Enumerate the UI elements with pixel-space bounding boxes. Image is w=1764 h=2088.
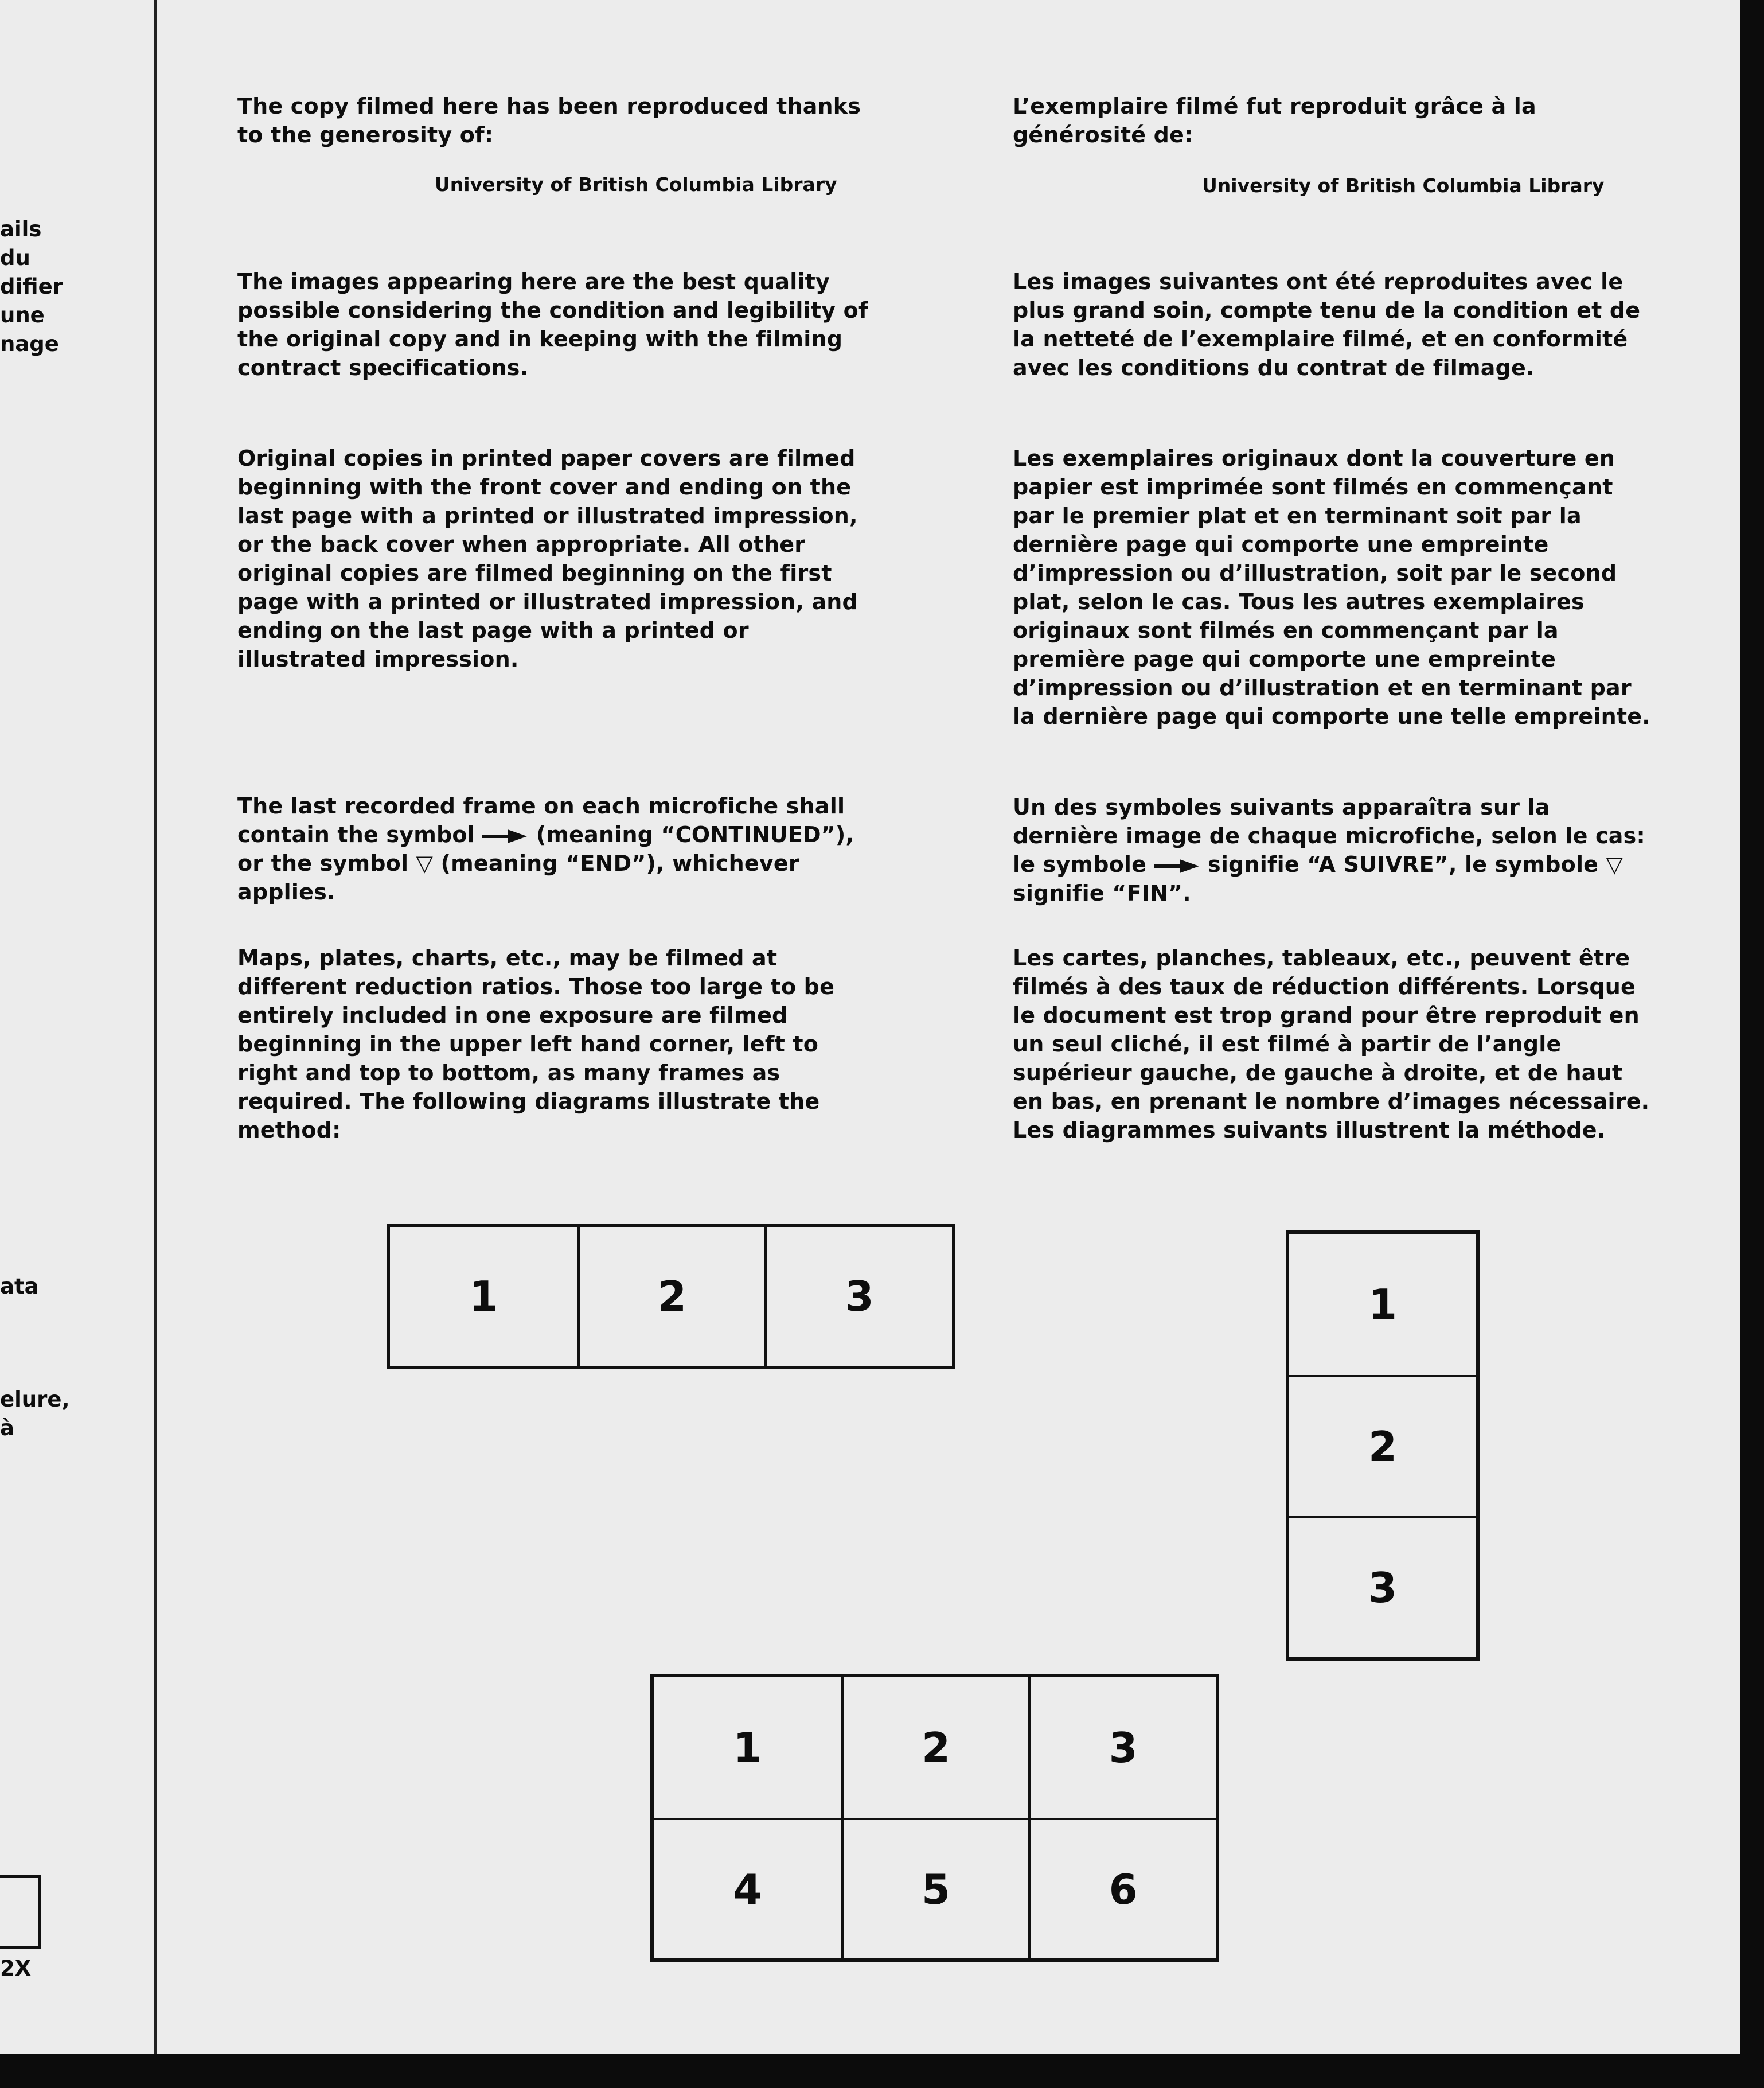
french-institution: University of British Columbia Library	[1202, 174, 1605, 197]
english-quality-paragraph: The images appearing here are the best quality possible considering the condition and legibility of the original copy and in keeping with the filming contract specifications.	[237, 269, 868, 380]
diagram-grid-frame: 5	[841, 1818, 1029, 1958]
french-acknowledgement: L’exemplaire filmé fut reproduit grâce à la générosité de:	[1013, 94, 1536, 147]
english-institution: University of British Columbia Library	[435, 173, 837, 196]
page-fold-line	[154, 0, 157, 2054]
strip-fragment-low: elure, à	[0, 1387, 70, 1440]
diagram-horizontal	[387, 1224, 955, 1369]
diagram-vertical-frame: 2	[1289, 1375, 1476, 1516]
strip-scale-box	[0, 1875, 41, 1949]
diagram-grid-frame: 1	[733, 1723, 762, 1772]
strip-fragment-top: ails du difier une nage	[0, 217, 63, 356]
strip-fragment-mid: ata	[0, 1274, 39, 1299]
diagram-vertical-frame: 1	[1368, 1280, 1398, 1329]
strip-scale-label: 2X	[0, 1956, 32, 1981]
diagram-grid	[650, 1674, 1219, 1962]
french-covers-paragraph: Les exemplaires originaux dont la couverture en papier est imprimée sont filmés en commençant par le premier plat et en terminant soit par la dernière page qui comporte une empreinte d’impression ou d’illustration, soit par le second plat, selon le cas. Tous les autres exemplaires originaux sont filmés en commençant par la première page qui comporte une empreinte d’impression ou d’illustration et en terminant par la dernière page qui comporte une telle empreinte.	[1013, 446, 1650, 729]
french-symbols-paragraph: Un des symboles suivants apparaîtra sur la dernière image de chaque microfiche, selon le cas: le symbole signifie “A SUIVRE”, le symbole ▽ signifie “FIN”.	[1013, 794, 1645, 906]
diagram-vertical	[1286, 1230, 1480, 1661]
english-symbols-paragraph: The last recorded frame on each microfiche shall contain the symbol (meaning “CONTINUED”), or the symbol ▽ (meaning “END”), whichever applies.	[237, 793, 854, 905]
french-quality-paragraph: Les images suivantes ont été reproduites avec le plus grand soin, compte tenu de la condition et de la netteté de l’exemplaire filmé, et en conformité avec les conditions du contrat de filmage.	[1013, 269, 1641, 380]
end-triangle-icon: ▽	[416, 851, 434, 876]
suivre-arrow-icon	[1154, 858, 1200, 875]
diagram-horizontal-frame: 3	[764, 1227, 952, 1366]
diagram-grid-frame: 2	[841, 1677, 1029, 1818]
adjacent-page-strip	[0, 0, 156, 2054]
english-covers-paragraph: Original copies in printed paper covers are filmed beginning with the front cover and ending on the last page with a printed or illustrated impression, or the back cover when appropriate. All other original copies are filmed beginning on the first page with a printed or illustrated impression, and ending on the last page with a printed or illustrated impression.	[237, 446, 858, 672]
diagram-grid-frame: 3	[1028, 1677, 1216, 1818]
diagram-grid-frame: 6	[1028, 1818, 1216, 1958]
diagram-horizontal-frame: 1	[469, 1272, 498, 1320]
fin-triangle-icon: ▽	[1606, 852, 1623, 877]
diagram-vertical-frame: 3	[1289, 1516, 1476, 1657]
english-maps-paragraph: Maps, plates, charts, etc., may be filmed at different reduction ratios. Those too large to be entirely included in one exposure are filmed beginning in the upper left hand corner, left to right and top to bottom, as many frames as required. The following diagrams illustrate the method:	[237, 945, 835, 1143]
diagram-grid-frame: 4	[654, 1818, 841, 1958]
diagram-horizontal-frame: 2	[577, 1227, 765, 1366]
continued-arrow-icon	[482, 828, 528, 845]
french-maps-paragraph: Les cartes, planches, tableaux, etc., peuvent être filmés à des taux de réduction différents. Lorsque le document est trop grand pour être reproduit en un seul cliché, il est filmé à partir de l’angle supérieur gauche, de gauche à droite, et de haut en bas, en prenant le nombre d’images nécessaire. Les diagrammes suivants illustrent la méthode.	[1013, 945, 1650, 1143]
english-acknowledgement: The copy filmed here has been reproduced thanks to the generosity of:	[237, 94, 861, 147]
